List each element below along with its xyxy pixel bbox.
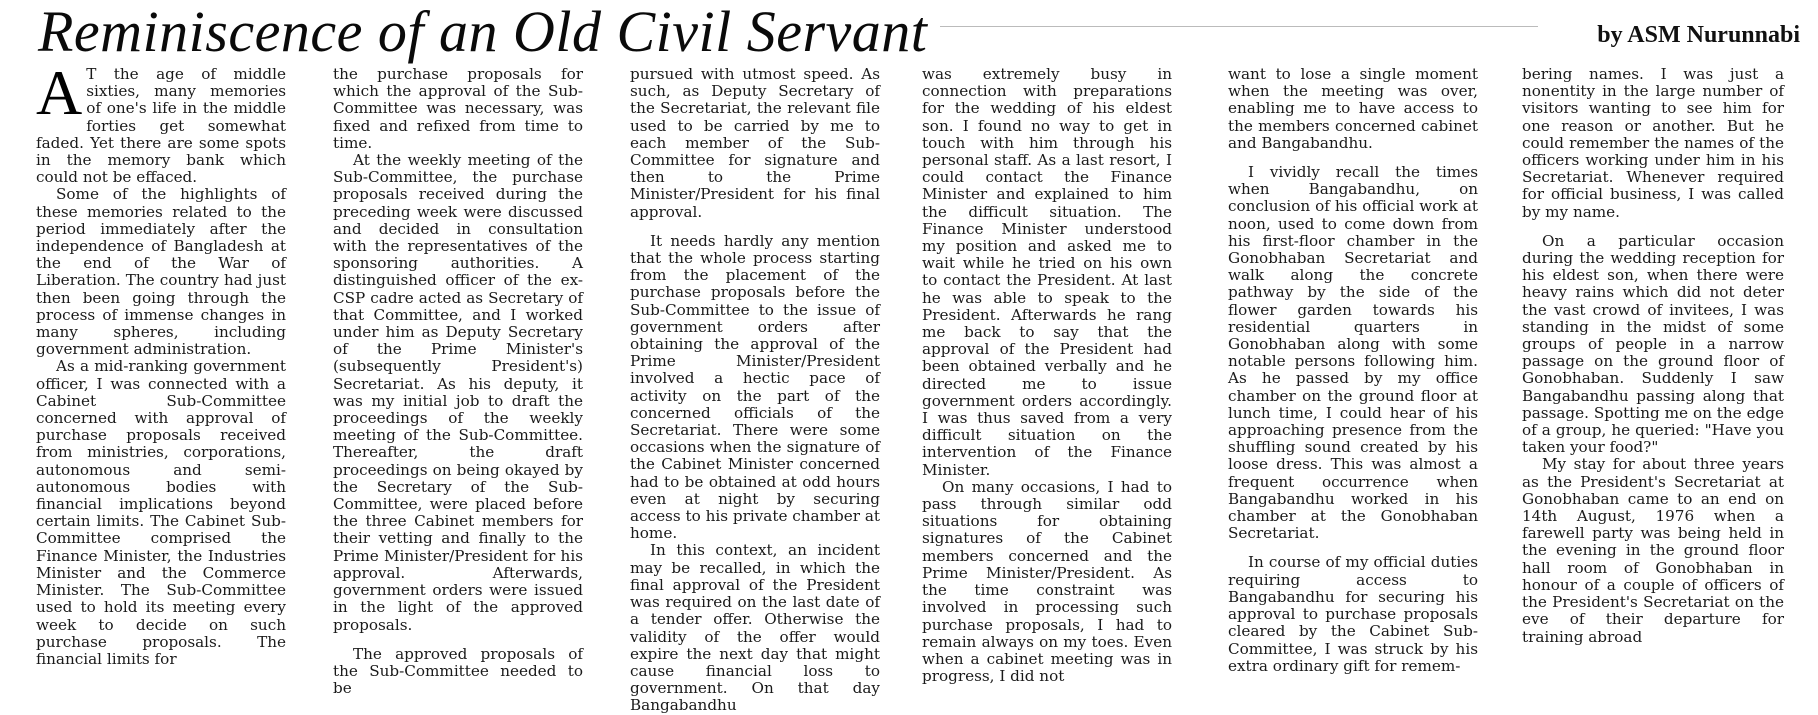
paragraph: bering names. I was just a nonentity in the large number of visitors wanting to see him for one reason or another. But he could remember the names of the officers working under him in his Secretariat. Whenever required for official business, I was called by my name. — [1522, 65, 1784, 221]
header-rule — [940, 26, 1538, 27]
paragraph: was extremely busy in connection with preparations for the wedding of his eldest son. I found no way to get in touch with him through his personal staff. As a last resort, I could contact the Finance Minister and explained to him the difficult situation. The Finance Minister understood my position and asked me to wait while he tried on his own to contact the President. At last he was able to speak to the President. Afterwards he rang me back to say that the approval of the President had been obtained verbally and he directed me to issue government orders accordingly. I was thus saved from a very difficult situation on the intervention of the Finance Minister. — [922, 65, 1172, 479]
paragraph: At the weekly meeting of the Sub-Committee, the purchase proposals received during the preceding week were discussed and decided in consultation with the representatives of the sponsoring authorities. A distinguished officer of the ex-CSP cadre acted as Secretary of that Committee, and I worked under him as Deputy Secretary of the Prime Minister's (subsequently President's) Secretariat. As his deputy, it was my initial job to draft the proceedings of the weekly meeting of the Sub-Committee. Thereafter, the draft proceedings on being okayed by the Secretary of the Sub-Committee, were placed before the three Cabinet members for their vetting and finally to the Prime Minister/President for his approval. Afterwards, government orders were issued in the light of the approved proposals. — [333, 151, 583, 634]
article-column-4 — [922, 66, 1172, 685]
paragraph: On a particular occasion during the wedding reception for his eldest son, when there were heavy rains which did not deter the vast crowd of invitees, I was standing in the midst of some groups of people in a narrow passage on the ground floor of Gonobhaban. Suddenly I saw Bangabandhu passing along that passage. Spotting me on the edge of a group, he queried: "Have you taken your food?" — [1522, 231, 1784, 457]
paragraph: My stay for about three years as the President's Secretariat at Gonobhaban came to an end on 14th August, 1976 when a farewell party was being held in the evening in the ground floor hall room of Gonobhaban in honour of a couple of officers of the President's Secretariat on the eve of their departure for training abroad — [1522, 455, 1784, 646]
article-headline: Reminiscence of an Old Civil Servant — [38, 0, 928, 64]
paragraph: As a mid-ranking government officer, I was connected with a Cabinet Sub-Committee concerned with approval of purchase proposals received from ministries, corporations, autonomous and semi-autonomous bodies with financial implications beyond certain limits. The Cabinet Sub-Committee comprised the Finance Minister, the Industries Minister and the Commerce Minister. The Sub-Committee used to hold its meeting every week to decide on such purchase proposals. The financial limits for — [36, 357, 286, 668]
paragraph: A T the age of middle sixties, many memories of one's life in the middle forties get somewhat faded. Yet there are some spots in the memory bank which could not be effaced. — [36, 57, 286, 187]
paragraph: I vividly recall the times when Bangabandhu, on conclusion of his official work at noon, used to come down from his first-floor chamber in the Gonobhaban Secretariat and walk along the concrete pathway by the side of the flower garden towards his residential quarters in Gonobhaban along with some notable persons following him. As he passed by my office chamber on the ground floor at lunch time, I could hear of his approaching presence from the shuffling sound created by his loose dress. This was almost a frequent occurrence when Bangabandhu worked in his chamber at the Gonobhaban Secretariat. — [1228, 163, 1478, 543]
article-column-2 — [333, 66, 583, 697]
article-column-5 — [1228, 66, 1478, 675]
article-column-6 — [1522, 66, 1784, 646]
paragraph: pursued with utmost speed. As such, as Deputy Secretary of the Secretariat, the relevant file used to be carried by me to each member of the Sub-Committee for signature and then to the Prime Minister/President for his final approval. — [630, 65, 880, 221]
paragraph: It needs hardly any mention that the whole process starting from the placement of the purchase proposals before the Sub-Committee to the issue of government orders after obtaining the approval of the Prime Minister/President involved a hectic pace of activity on the part of the concerned officials of the Secretariat. There were some occasions when the signature of the Cabinet Minister concerned had to be obtained at odd hours even at night by securing access to his private chamber at home. — [630, 231, 880, 543]
paragraph: want to lose a single moment when the meeting was over, enabling me to have access to the members concerned cabinet and Bangabandhu. — [1228, 65, 1478, 152]
paragraph: The approved proposals of the Sub-Committee needed to be — [333, 644, 583, 698]
article-column-1 — [36, 57, 286, 668]
paragraph: In course of my official duties requiring access to Bangabandhu for securing his approval to purchase proposals cleared by the Cabinet Sub-Committee, I was struck by his extra ordinary gift for remem- — [1228, 553, 1478, 675]
paragraph: the purchase proposals for which the approval of the Sub-Committee was necessary, was fixed and refixed from time to time. — [333, 65, 583, 152]
paragraph: On many occasions, I had to pass through similar odd situations for obtaining signatures of the Cabinet members concerned and the Prime Minister/President. As the time constraint was involved in processing such purchase proposals, I had to remain always on my toes. Even when a cabinet meeting was in progress, I did not — [922, 477, 1172, 686]
article-byline: by ASM Nurunnabi — [1597, 22, 1800, 48]
article-column-3 — [630, 66, 880, 715]
drop-cap: A — [36, 57, 83, 128]
paragraph: In this context, an incident may be recalled, in which the final approval of the President was required on the last date of a tender offer. Otherwise the validity of the offer would expire the next day that might cause financial loss to government. On that day Bangabandhu — [630, 541, 880, 715]
paragraph: Some of the highlights of these memories related to the period immediately after the independence of Bangladesh at the end of the War of Liberation. The country had just then been going through the process of immense changes in many spheres, including government administration. — [36, 185, 286, 359]
